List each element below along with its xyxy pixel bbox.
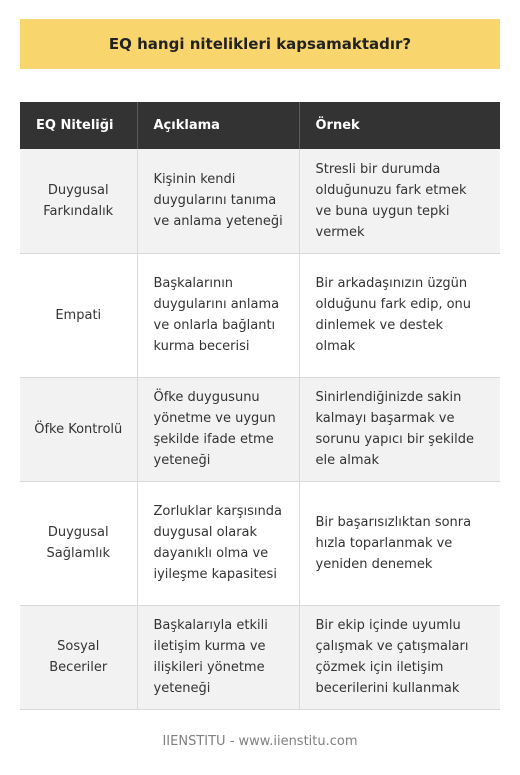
example-cell: Bir arkadaşınızın üzgün olduğunu fark edip, onu dinlemek ve destek olmak	[299, 253, 500, 377]
table-row	[20, 149, 500, 253]
table-row	[20, 377, 500, 481]
header-row	[20, 102, 500, 149]
example-cell: Bir başarısızlıktan sonra hızla toparlanmak ve yeniden denemek	[299, 481, 500, 605]
description-cell: Başkalarının duygularını anlama ve onlarla bağlantı kurma becerisi	[137, 253, 299, 377]
attribute-cell: Duygusal Farkındalık	[20, 149, 137, 253]
title-banner	[20, 19, 500, 69]
attribute-cell: Duygusal Sağlamlık	[20, 481, 137, 605]
table-row	[20, 605, 500, 709]
table-row	[20, 481, 500, 605]
attribute-cell: Öfke Kontrolü	[20, 377, 137, 481]
description-cell: Başkalarıyla etkili iletişim kurma ve ilişkileri yönetme yeteneği	[137, 605, 299, 709]
example-cell: Bir ekip içinde uyumlu çalışmak ve çatışmaları çözmek için iletişim becerilerini kullanmak	[299, 605, 500, 709]
attribute-cell: Empati	[20, 253, 137, 377]
table-row	[20, 253, 500, 377]
description-cell: Zorluklar karşısında duygusal olarak dayanıklı olma ve iyileşme kapasitesi	[137, 481, 299, 605]
attribute-cell: Sosyal Beceriler	[20, 605, 137, 709]
table-body	[20, 149, 500, 709]
header-description: Açıklama	[137, 102, 299, 149]
eq-table	[20, 102, 500, 710]
page-title: EQ hangi nitelikleri kapsamaktadır?	[108, 35, 412, 53]
example-cell: Stresli bir durumda olduğunuzu fark etmek ve buna uygun tepki vermek	[299, 149, 500, 253]
table-header	[20, 102, 500, 149]
footer-credit: IIENSTITU - www.iienstitu.com	[162, 734, 358, 749]
header-example: Örnek	[299, 102, 500, 149]
example-cell: Sinirlendiğinizde sakin kalmayı başarmak ve sorunu yapıcı bir şekilde ele almak	[299, 377, 500, 481]
description-cell: Öfke duygusunu yönetme ve uygun şekilde ifade etme yeteneği	[137, 377, 299, 481]
description-cell: Kişinin kendi duygularını tanıma ve anlama yeteneği	[137, 149, 299, 253]
header-attribute: EQ Niteliği	[20, 102, 137, 149]
